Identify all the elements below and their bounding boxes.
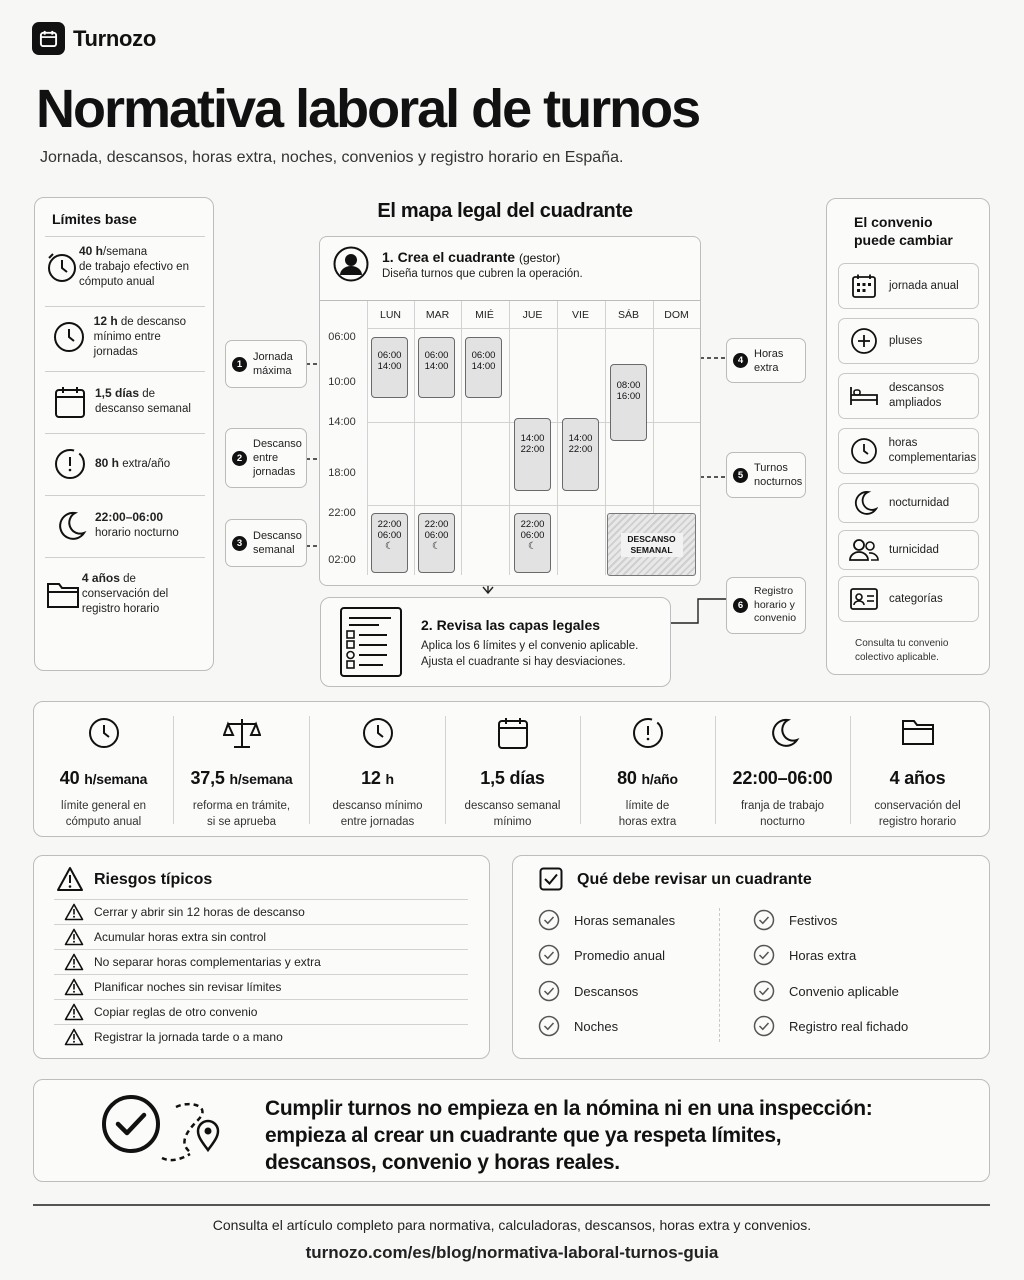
warning-icon — [54, 953, 94, 971]
convenio-note: Consulta tu convenio colectivo aplicable. — [855, 638, 949, 663]
warning-icon — [56, 866, 84, 892]
limit-item: 22:00–06:00 horario nocturno — [45, 495, 205, 555]
shift-block[interactable]: 06:00 14:00 — [465, 337, 502, 398]
moon-icon: ☾ — [385, 541, 394, 552]
check-item: Registro real fichado — [753, 1015, 908, 1037]
plus-circle-icon — [839, 327, 889, 355]
risks-card — [33, 855, 490, 1059]
check-circle-icon — [753, 944, 775, 966]
hour-label: 22:00 — [328, 507, 356, 519]
shift-block[interactable]: 14:00 22:00 — [514, 418, 551, 491]
risk-item: No separar horas complementarias y extra — [54, 949, 468, 974]
warning-icon — [54, 928, 94, 946]
check-route-pin-icon — [98, 1094, 228, 1166]
label-descanso-semanal[interactable]: 3 Descanso semanal — [225, 519, 307, 567]
limit-item: 40 h/semana de trabajo efectivo en cómputo anual — [45, 236, 205, 296]
folder-icon — [850, 716, 985, 756]
label-horas-extra[interactable]: 4 Horas extra — [726, 338, 806, 383]
label-registro-horario[interactable]: 6 Registro horario y convenio — [726, 577, 806, 634]
footer-divider — [33, 1204, 990, 1206]
map-title: El mapa legal del cuadrante — [377, 200, 633, 222]
footer-note: Consulta el artículo completo para normativa, calculadoras, descansos, horas extra y convenios. — [212, 1217, 812, 1233]
check-item: Horas extra — [753, 944, 856, 966]
shift-block[interactable]: 08:00 16:00 — [610, 364, 647, 441]
check-item: Horas semanales — [538, 909, 675, 931]
convenio-title: El convenio puede cambiar — [854, 214, 953, 248]
check-item: Descansos — [538, 980, 638, 1002]
label-turnos-nocturnos[interactable]: 5 Turnos nocturnos — [726, 452, 806, 498]
stat-item: 4 años conservación del registro horario — [850, 716, 985, 830]
grid-col-line — [461, 301, 462, 575]
stat-item: 37,5 h/semana reforma en trámite, si se aprueba — [174, 716, 309, 830]
warning-icon — [54, 903, 94, 921]
checklist-document-icon — [339, 606, 403, 678]
convenio-item: turnicidad — [838, 530, 979, 570]
check-circle-icon — [753, 909, 775, 931]
day-header: DOM — [664, 309, 689, 321]
clock-icon — [839, 437, 889, 465]
divider — [719, 908, 720, 1042]
stat-item: 40 h/semana límite general en cómputo anual — [36, 716, 171, 830]
hour-label: 06:00 — [328, 331, 356, 343]
user-avatar-icon — [333, 246, 369, 282]
risk-item: Cerrar y abrir sin 12 horas de descanso — [54, 899, 468, 924]
day-header: VIE — [572, 309, 589, 321]
check-circle-icon — [538, 1015, 560, 1037]
label-jornada-maxima[interactable]: 1 Jornada máxima — [225, 340, 307, 388]
step1-title: 1. Crea el cuadrante (gestor) — [382, 249, 561, 265]
stat-item: 12 h descanso mínimo entre jornadas — [310, 716, 445, 830]
moon-icon: ☾ — [528, 541, 537, 552]
limit-item: 12 h de descanso mínimo entre jornadas — [45, 306, 205, 366]
people-icon — [839, 538, 889, 562]
convenio-item: pluses — [838, 318, 979, 364]
stat-item: 1,5 días descanso semanal mínimo — [445, 716, 580, 830]
timer-icon — [580, 716, 715, 756]
limit-item: 80 h extra/año — [45, 433, 205, 493]
grid-row-line — [367, 505, 700, 506]
calendar-icon — [445, 716, 580, 756]
check-circle-icon — [538, 944, 560, 966]
grid-col-line — [557, 301, 558, 575]
weekly-rest-block[interactable]: DESCANSO SEMANAL — [607, 513, 696, 576]
convenio-item: horas complementarias — [838, 428, 979, 474]
limit-item: 4 años de conservación del registro horario — [45, 557, 205, 629]
grid-top-line — [320, 300, 700, 301]
limits-title: Límites base — [52, 211, 137, 227]
step2-title: 2. Revisa las capas legales — [421, 617, 601, 633]
day-header: MAR — [425, 309, 450, 321]
day-header: SÁB — [617, 309, 639, 321]
page-subtitle: Jornada, descansos, horas extra, noches, convenios y registro horario en España. — [40, 149, 624, 166]
stat-item: 22:00–06:00 franja de trabajo nocturno — [715, 716, 850, 830]
grid-header-line — [367, 328, 700, 329]
night-shift-block[interactable]: 22:00 06:00 ☾ — [514, 513, 551, 573]
risk-item: Planificar noches sin revisar límites — [54, 974, 468, 999]
check-item: Noches — [538, 1015, 618, 1037]
grid-col-line — [367, 301, 368, 575]
checklist-title: Qué debe revisar un cuadrante — [577, 871, 812, 888]
check-item: Convenio aplicable — [753, 980, 899, 1002]
convenio-item: descansos ampliados — [838, 373, 979, 419]
risk-item: Registrar la jornada tarde o a mano — [54, 1024, 468, 1049]
hour-label: 02:00 — [328, 554, 356, 566]
convenio-item: nocturnidad — [838, 483, 979, 523]
moon-icon — [839, 489, 889, 517]
checkbox-icon — [539, 867, 563, 891]
grid-col-line — [509, 301, 510, 575]
check-item: Promedio anual — [538, 944, 665, 966]
day-header: JUE — [522, 309, 543, 321]
clock-icon — [36, 716, 171, 756]
night-shift-block[interactable]: 22:00 06:00 ☾ — [371, 513, 408, 573]
clock-icon — [310, 716, 445, 756]
brand-name: Turnozo — [73, 25, 157, 51]
warning-icon — [54, 1028, 94, 1046]
hour-label: 14:00 — [328, 416, 356, 428]
day-header: LUN — [379, 309, 401, 321]
warning-icon — [54, 1003, 94, 1021]
hour-label: 10:00 — [328, 376, 356, 388]
check-circle-icon — [753, 980, 775, 1002]
footer-url-link[interactable]: turnozo.com/es/blog/normativa-laboral-turnos-guia — [305, 1243, 719, 1262]
limit-item: 1,5 días de descanso semanal — [45, 371, 205, 431]
stats-strip — [33, 701, 990, 837]
bed-icon — [839, 385, 889, 407]
hour-label: 18:00 — [328, 467, 356, 479]
convenio-item: categorías — [838, 576, 979, 622]
check-circle-icon — [753, 1015, 775, 1037]
scale-icon — [174, 716, 309, 756]
check-circle-icon — [538, 909, 560, 931]
step2-subtitle: Aplica los 6 límites y el convenio aplicable. Ajusta el cuadrante si hay desviaciones. — [421, 640, 639, 668]
label-descanso-entre-jornadas[interactable]: 2 Descanso entre jornadas — [225, 428, 307, 488]
page-title: Normativa laboral de turnos — [36, 79, 700, 139]
conclusion-card — [33, 1079, 990, 1182]
night-shift-block[interactable]: 22:00 06:00 ☾ — [418, 513, 455, 573]
shift-block[interactable]: 06:00 14:00 — [371, 337, 408, 398]
calendar-grid-icon — [839, 273, 889, 299]
moon-icon: ☾ — [432, 541, 441, 552]
grid-col-line — [605, 301, 606, 575]
risk-item: Copiar reglas de otro convenio — [54, 999, 468, 1024]
conclusion-text: Cumplir turnos no empieza en la nómina ni en una inspección: empieza al crear un cuadrante que ya respeta límites, descansos, convenio y horas reales. — [265, 1097, 873, 1174]
convenio-card — [826, 198, 990, 675]
stat-item: 80 h/año límite de horas extra — [580, 716, 715, 830]
risks-title: Riesgos típicos — [94, 871, 213, 888]
day-header: MIÉ — [475, 309, 494, 321]
shift-block[interactable]: 14:00 22:00 — [562, 418, 599, 491]
risk-item: Acumular horas extra sin control — [54, 924, 468, 949]
grid-col-line — [414, 301, 415, 575]
shift-block[interactable]: 06:00 14:00 — [418, 337, 455, 398]
moon-icon — [715, 716, 850, 756]
id-card-icon — [839, 587, 889, 611]
step1-subtitle: Diseña turnos que cubren la operación. — [382, 268, 583, 280]
checklist-card — [512, 855, 990, 1059]
warning-icon — [54, 978, 94, 996]
convenio-item: jornada anual — [838, 263, 979, 309]
check-circle-icon — [538, 980, 560, 1002]
check-item: Festivos — [753, 909, 837, 931]
